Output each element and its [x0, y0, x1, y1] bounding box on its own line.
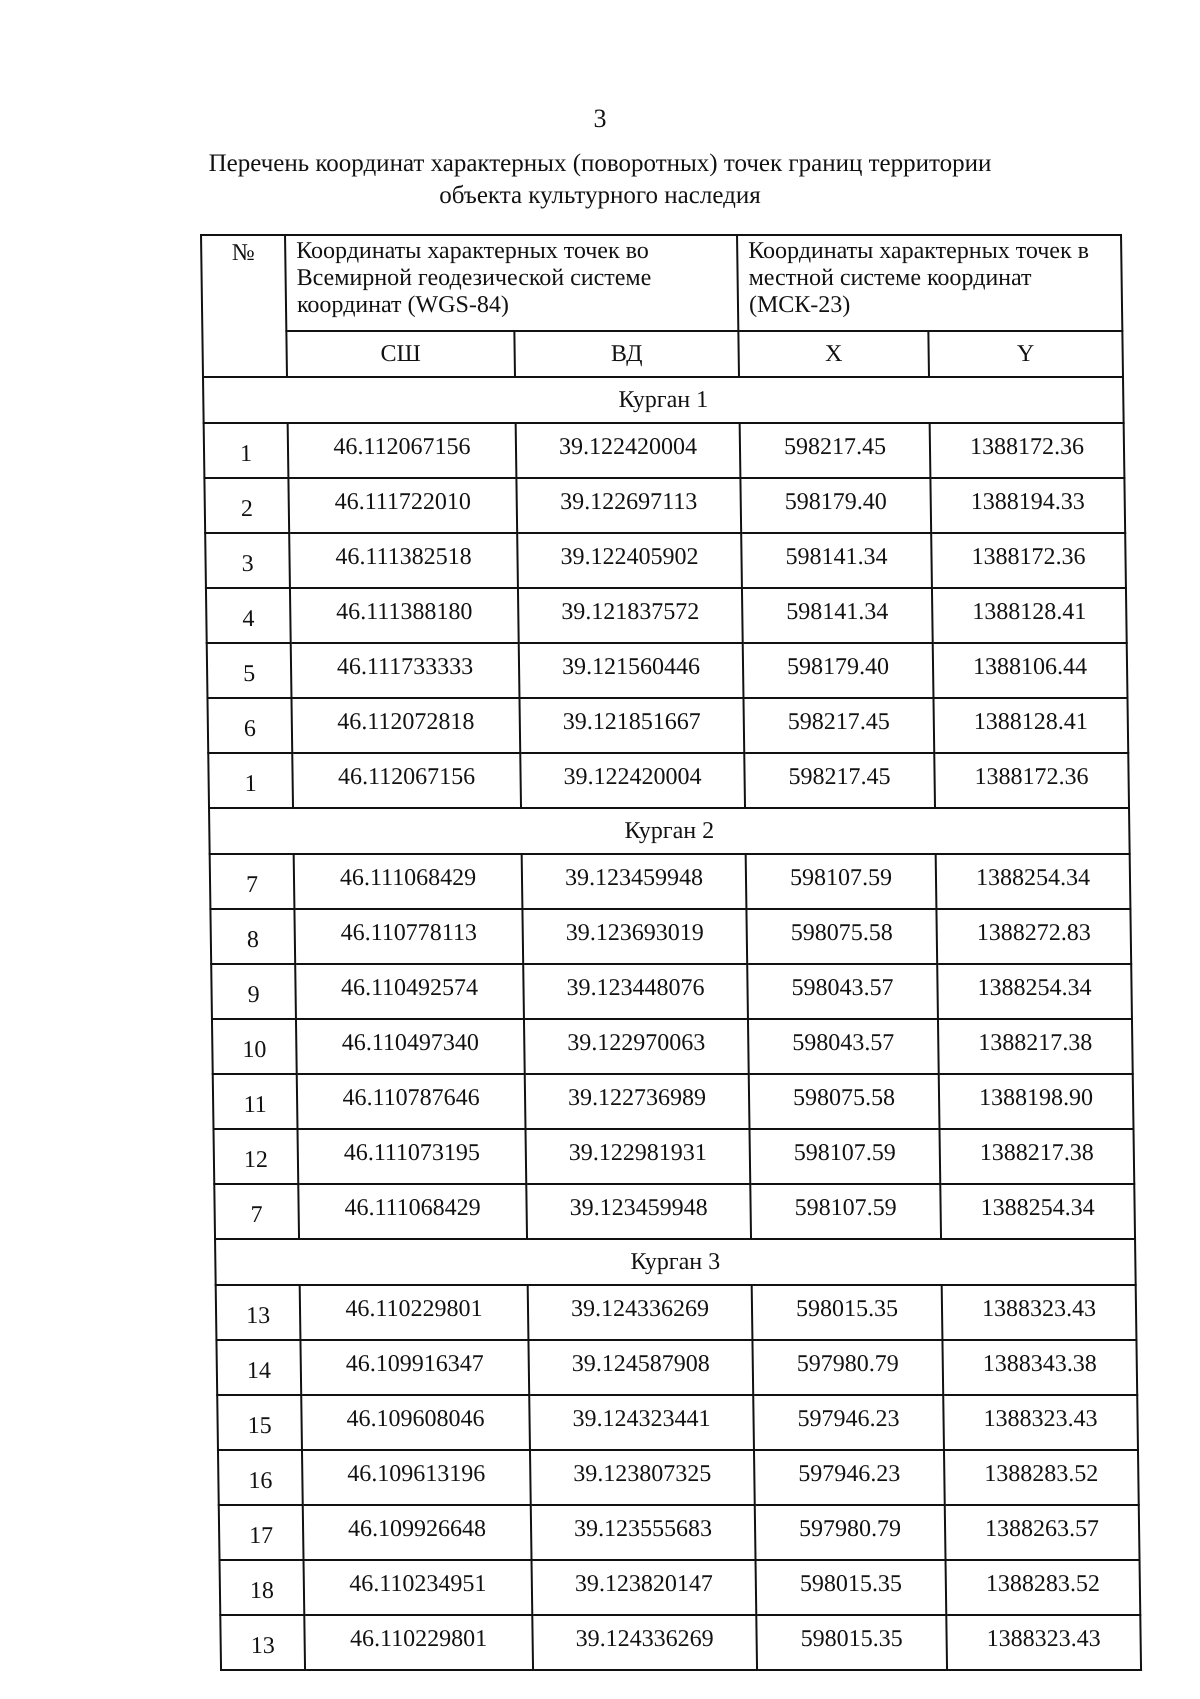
section-row	[203, 377, 1124, 423]
latitude: 46.111068429	[298, 1184, 527, 1239]
header-x: X	[738, 331, 929, 377]
coord-y: 1388254.34	[936, 854, 1131, 909]
coord-y: 1388217.38	[938, 1019, 1133, 1074]
coord-y: 1388254.34	[940, 1184, 1135, 1239]
page-number: 3	[593, 104, 607, 133]
coordinates-table	[200, 234, 1142, 1671]
longitude: 39.122697113	[516, 478, 741, 533]
longitude: 39.123555683	[531, 1505, 756, 1560]
latitude: 46.110778113	[294, 909, 523, 964]
table-row	[206, 588, 1127, 643]
table-row	[218, 1450, 1139, 1505]
table-row	[213, 1074, 1134, 1129]
point-number: 10	[212, 1019, 297, 1074]
latitude: 46.112067156	[288, 423, 517, 478]
point-number: 1	[208, 753, 293, 808]
coord-y: 1388172.36	[931, 533, 1126, 588]
latitude: 46.110229801	[300, 1285, 529, 1340]
coord-x: 598107.59	[749, 1129, 940, 1184]
coord-x: 598015.35	[756, 1560, 947, 1615]
latitude: 46.109916347	[300, 1340, 529, 1395]
coord-x: 598217.45	[740, 423, 931, 478]
coord-y: 1388283.52	[946, 1560, 1141, 1615]
latitude: 46.109926648	[303, 1505, 532, 1560]
latitude: 46.111382518	[289, 533, 518, 588]
header-latitude: СШ	[286, 331, 515, 377]
longitude: 39.122970063	[524, 1019, 749, 1074]
header-wgs84: Координаты характерных точек во Всемирной геодезической системе координат (WGS-84)	[285, 235, 738, 331]
table-row	[210, 854, 1131, 909]
longitude: 39.121560446	[519, 643, 744, 698]
point-number: 11	[213, 1074, 298, 1129]
table-row	[216, 1285, 1137, 1340]
coord-y: 1388128.41	[932, 588, 1127, 643]
header-row	[201, 235, 1122, 331]
coord-y: 1388106.44	[933, 643, 1128, 698]
section-title: Курган 2	[209, 808, 1130, 854]
header-longitude: ВД	[514, 331, 739, 377]
latitude: 46.111722010	[288, 478, 517, 533]
longitude: 39.123693019	[522, 909, 747, 964]
point-number: 13	[220, 1615, 305, 1670]
table-body	[203, 377, 1141, 1670]
coord-y: 1388272.83	[936, 909, 1131, 964]
latitude: 46.111733333	[291, 643, 520, 698]
point-number: 2	[204, 478, 289, 533]
point-number: 8	[210, 909, 295, 964]
coord-x: 597980.79	[755, 1505, 946, 1560]
table-row	[212, 1019, 1133, 1074]
point-number: 13	[216, 1285, 301, 1340]
table-row	[220, 1560, 1141, 1615]
coord-y: 1388172.36	[934, 753, 1129, 808]
coord-x: 598107.59	[750, 1184, 941, 1239]
point-number: 14	[216, 1340, 301, 1395]
coord-x: 598075.58	[749, 1074, 940, 1129]
coord-y: 1388254.34	[937, 964, 1132, 1019]
subheader-row	[202, 331, 1123, 377]
longitude: 39.124323441	[529, 1395, 754, 1450]
coord-y: 1388128.41	[933, 698, 1128, 753]
table-row	[214, 1184, 1135, 1239]
latitude: 46.112067156	[292, 753, 521, 808]
coord-x: 598141.34	[741, 533, 932, 588]
coord-x: 598015.35	[756, 1615, 947, 1670]
longitude: 39.121851667	[519, 698, 744, 753]
longitude: 39.123820147	[532, 1560, 757, 1615]
longitude: 39.122736989	[525, 1074, 750, 1129]
longitude: 39.121837572	[518, 588, 743, 643]
longitude: 39.123807325	[530, 1450, 755, 1505]
point-number: 18	[220, 1560, 305, 1615]
point-number: 1	[204, 423, 289, 478]
header-msk23: Координаты характерных точек в местной системе координат (МСК-23)	[737, 235, 1122, 331]
coord-x: 598141.34	[742, 588, 933, 643]
longitude: 39.122420004	[516, 423, 741, 478]
coord-x: 598217.45	[744, 753, 935, 808]
table-row	[211, 964, 1132, 1019]
coord-y: 1388323.43	[946, 1615, 1141, 1670]
latitude: 46.110492574	[295, 964, 524, 1019]
coord-x: 597980.79	[752, 1340, 943, 1395]
title-line-1: Перечень координат характерных (поворотных) точек границ территории	[208, 150, 992, 177]
coord-x: 598179.40	[743, 643, 934, 698]
longitude: 39.123448076	[523, 964, 748, 1019]
longitude: 39.124336269	[528, 1285, 753, 1340]
table-row	[217, 1395, 1138, 1450]
coord-y: 1388283.52	[944, 1450, 1139, 1505]
table-row	[204, 423, 1125, 478]
header-y: Y	[928, 331, 1123, 377]
point-number: 4	[206, 588, 291, 643]
document-title	[150, 148, 1050, 212]
table-row	[213, 1129, 1134, 1184]
latitude: 46.110229801	[304, 1615, 533, 1670]
coord-y: 1388323.43	[942, 1285, 1137, 1340]
latitude: 46.109613196	[302, 1450, 531, 1505]
point-number: 7	[210, 854, 295, 909]
coord-y: 1388263.57	[945, 1505, 1140, 1560]
table-row	[204, 478, 1125, 533]
point-number: 15	[217, 1395, 302, 1450]
longitude: 39.122405902	[517, 533, 742, 588]
coord-x: 598179.40	[740, 478, 931, 533]
section-title: Курган 1	[203, 377, 1124, 423]
coord-y: 1388217.38	[939, 1129, 1134, 1184]
latitude: 46.111068429	[294, 854, 523, 909]
coord-x: 598043.57	[748, 1019, 939, 1074]
coord-x: 597946.23	[753, 1395, 944, 1450]
coord-x: 598015.35	[752, 1285, 943, 1340]
longitude: 39.124336269	[532, 1615, 757, 1670]
coord-y: 1388323.43	[943, 1395, 1138, 1450]
latitude: 46.111073195	[297, 1129, 526, 1184]
point-number: 12	[213, 1129, 298, 1184]
point-number: 9	[211, 964, 296, 1019]
point-number: 3	[205, 533, 290, 588]
coord-y: 1388343.38	[942, 1340, 1137, 1395]
table-row	[207, 698, 1128, 753]
point-number: 6	[207, 698, 292, 753]
table-row	[216, 1340, 1137, 1395]
longitude: 39.124587908	[528, 1340, 753, 1395]
longitude: 39.122981931	[525, 1129, 750, 1184]
table-row	[208, 753, 1129, 808]
section-row	[215, 1239, 1136, 1285]
longitude: 39.123459948	[526, 1184, 751, 1239]
table-row	[210, 909, 1131, 964]
latitude: 46.111388180	[290, 588, 519, 643]
title-line-2: объекта культурного наследия	[439, 182, 761, 209]
header-number: №	[201, 235, 287, 377]
coord-x: 598217.45	[743, 698, 934, 753]
table-row	[205, 533, 1126, 588]
table-row	[207, 643, 1128, 698]
longitude: 39.123459948	[522, 854, 747, 909]
coord-y: 1388172.36	[930, 423, 1125, 478]
latitude: 46.110234951	[304, 1560, 533, 1615]
coord-y: 1388198.90	[939, 1074, 1134, 1129]
section-title: Курган 3	[215, 1239, 1136, 1285]
table-row	[220, 1615, 1141, 1670]
coord-x: 598075.58	[746, 909, 937, 964]
table-row	[219, 1505, 1140, 1560]
latitude: 46.110497340	[296, 1019, 525, 1074]
coord-x: 597946.23	[754, 1450, 945, 1505]
point-number: 7	[214, 1184, 299, 1239]
point-number: 5	[207, 643, 292, 698]
longitude: 39.122420004	[520, 753, 745, 808]
coord-x: 598043.57	[747, 964, 938, 1019]
coord-y: 1388194.33	[930, 478, 1125, 533]
coord-x: 598107.59	[746, 854, 937, 909]
point-number: 16	[218, 1450, 303, 1505]
section-row	[209, 808, 1130, 854]
point-number: 17	[219, 1505, 304, 1560]
latitude: 46.112072818	[291, 698, 520, 753]
latitude: 46.109608046	[301, 1395, 530, 1450]
latitude: 46.110787646	[297, 1074, 526, 1129]
